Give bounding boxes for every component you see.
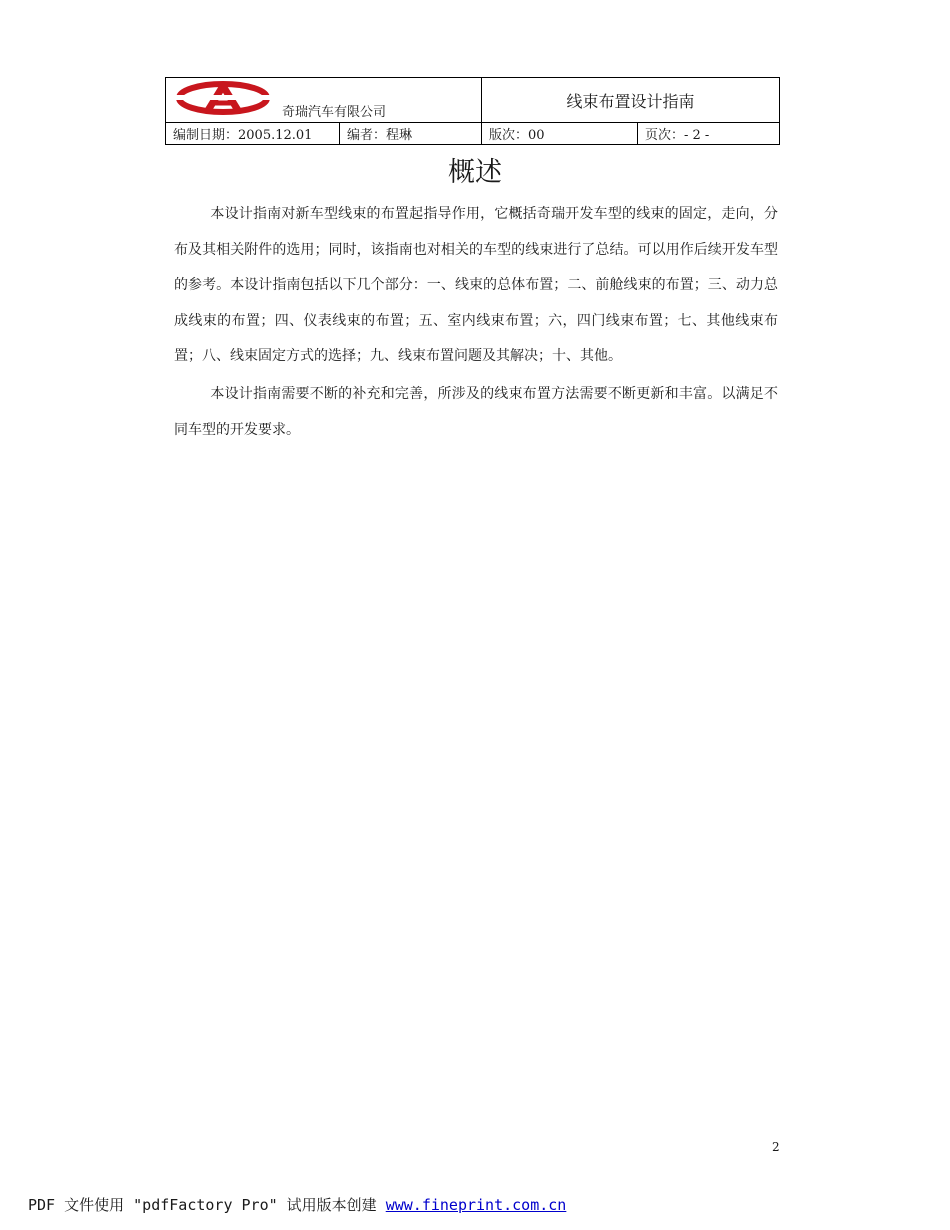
footer-link[interactable]: www.fineprint.com.cn bbox=[385, 1196, 567, 1214]
paragraph: 本设计指南需要不断的补充和完善，所涉及的线束布置方法需要不断更新和丰富。以满足不同车型的开发要求。 bbox=[174, 385, 778, 438]
page-title: 概述 bbox=[448, 157, 502, 188]
footer-text: PDF 文件使用 "pdfFactory Pro" 试用版本创建 bbox=[28, 1196, 386, 1214]
page-number: 2 bbox=[772, 1140, 780, 1154]
body-text bbox=[174, 197, 778, 448]
page-label: 页次：- 2 - bbox=[638, 123, 780, 145]
author: 编者：程琳 bbox=[340, 123, 482, 145]
chery-logo-icon bbox=[175, 81, 271, 115]
compile-date: 编制日期：2005.12.01 bbox=[166, 123, 340, 145]
document-header bbox=[165, 77, 780, 145]
logo-cell bbox=[166, 78, 482, 123]
document-title: 线束布置设计指南 bbox=[482, 78, 780, 123]
company-name: 奇瑞汽车有限公司 bbox=[282, 105, 387, 120]
paragraph: 本设计指南对新车型线束的布置起指导作用，它概括奇瑞开发车型的线束的固定，走向，分布及其相关附件的选用；同时，该指南也对相关的车型的线束进行了总结。可以用作后续开发车型的参考。本设计指南包括以下几个部分：一、线束的总体布置；二、前舱线束的布置；三、动力总成线束的布置；四、仪表线束的布置；五、室内线束布置；六，四门线束布置；七、其他线束布置；八、线束固定方式的选择；九、线束布置问题及其解决；十、其他。 bbox=[174, 206, 778, 365]
version: 版次：00 bbox=[482, 123, 638, 145]
pdf-footer bbox=[28, 1194, 566, 1215]
